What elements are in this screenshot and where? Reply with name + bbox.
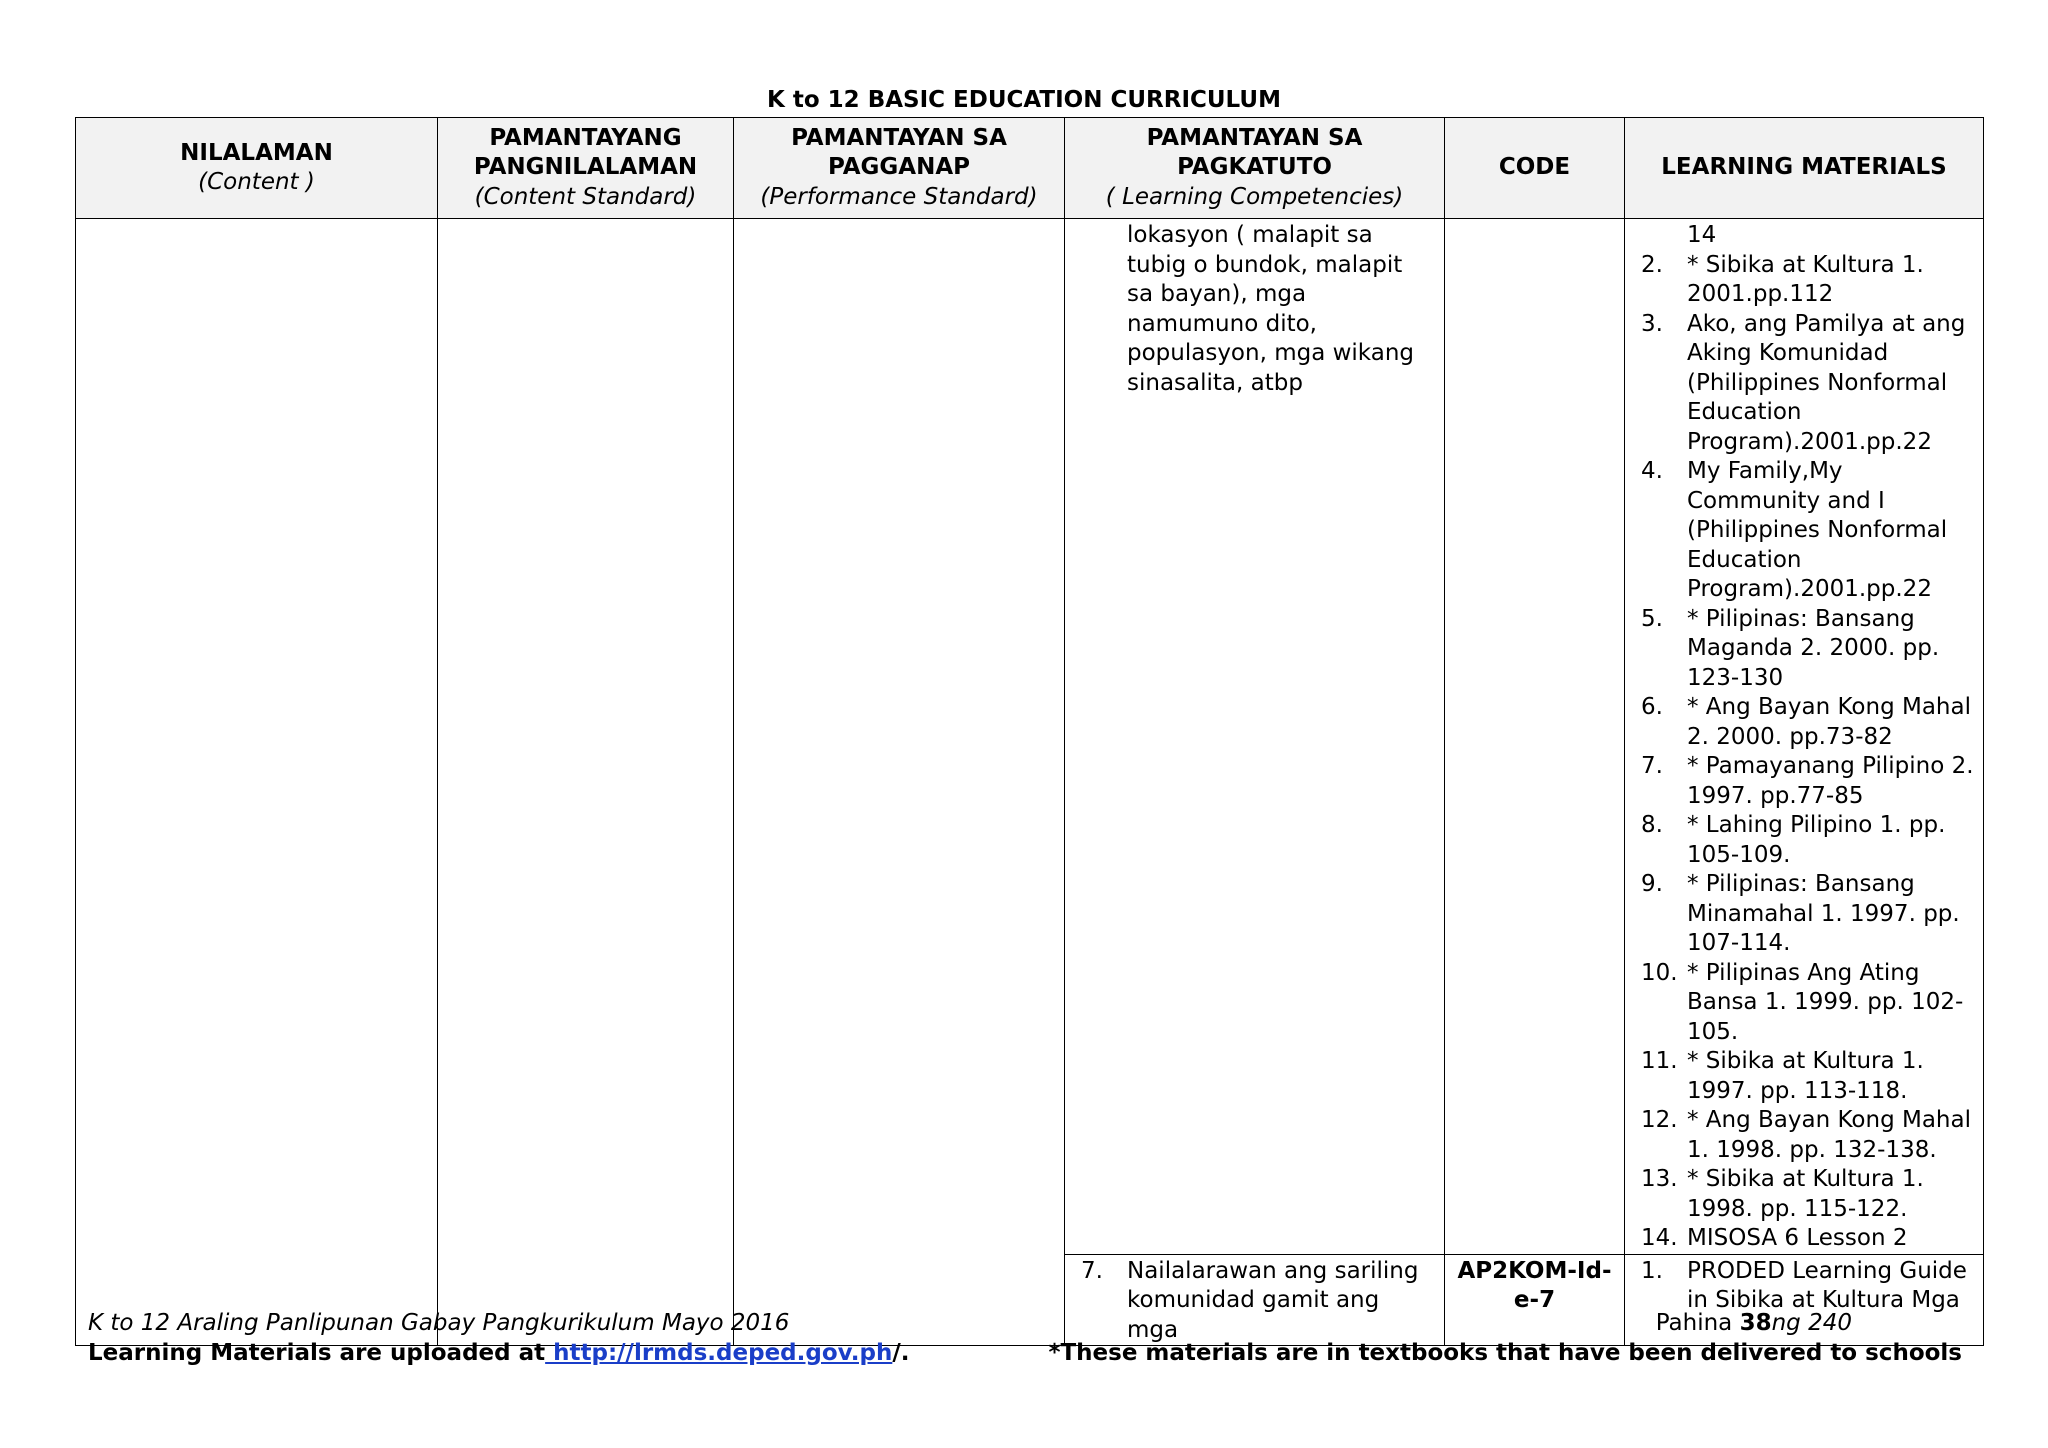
competency-cell (1065, 219, 1445, 1255)
table-row (76, 219, 1984, 1255)
list-item: 9. * Pilipinas: Bansang Minamahal 1. 1997. pp. 107-114. (1641, 871, 1960, 956)
competency-continuation: lokasyon ( malapit sa tubig o bundok, malapit sa bayan), mga namumuno dito, populasyon, mga wikang sinasalita, atbp (1127, 222, 1414, 396)
document-title: K to 12 BASIC EDUCATION CURRICULUM (767, 87, 1281, 113)
lrmds-link[interactable]: http://lrmds.deped.gov.ph (545, 1340, 893, 1366)
guide-label: K to 12 Araling Panlipunan Gabay Pangkurikulum Mayo 2016 (88, 1310, 790, 1336)
header-content-standard: PAMANTAYANG PANGNILALAMAN (Content Standard) (438, 118, 734, 219)
list-item: 1. PRODED Learning Guide in Sibika at Kultura Mga (1641, 1257, 1967, 1313)
header-learning-competencies: PAMANTAYAN SA PAGKATUTO ( Learning Competencies) (1065, 118, 1445, 219)
page-number: Pahina 38ng 240 (1655, 1310, 1852, 1336)
content-cell (76, 219, 438, 1346)
list-item: 13. * Sibika at Kultura 1. 1998. pp. 115-122. (1641, 1166, 1924, 1222)
list-item: 3. Ako, ang Pamilya at ang Aking Komunidad (Philippines Nonformal Education Program).2001.pp.22 (1641, 310, 1966, 455)
materials-continuation: 14 (1687, 222, 1717, 248)
header-content: NILALAMAN (Content ) (76, 118, 438, 219)
list-item: 12. * Ang Bayan Kong Mahal 1. 1998. pp. 132-138. (1641, 1107, 1971, 1163)
materials-cell (1625, 219, 1984, 1255)
materials-list (1625, 1255, 1983, 1316)
competency-code: AP2KOM-Id-e-7 (1457, 1257, 1612, 1313)
curriculum-table (75, 117, 1984, 1346)
list-item: 2. * Sibika at Kultura 1. 2001.pp.112 (1641, 251, 1924, 307)
textbook-note: *These materials are in textbooks that have been delivered to schools (1048, 1340, 1962, 1366)
content-standard-cell (438, 219, 734, 1346)
list-item: 4. My Family,My Community and I (Philippines Nonformal Education Program).2001.pp.22 (1641, 458, 1948, 602)
performance-standard-cell (734, 219, 1065, 1346)
footer-right (1048, 1308, 1962, 1368)
list-item: 14. MISOSA 6 Lesson 2 (1641, 1225, 1908, 1251)
code-cell (1445, 219, 1625, 1255)
list-item: 7. Nailalarawan ang sariling komunidad gamit ang mga (1081, 1257, 1419, 1343)
header-performance-standard: PAMANTAYAN SA PAGGANAP (Performance Standard) (734, 118, 1065, 219)
header-learning-materials: LEARNING MATERIALS (1625, 118, 1984, 219)
list-item: 6. * Ang Bayan Kong Mahal 2. 2000. pp.73-82 (1641, 694, 1971, 750)
header-code: CODE (1445, 118, 1625, 219)
upload-notice: Learning Materials are uploaded at http://lrmds.deped.gov.ph/. (88, 1340, 910, 1366)
list-item: 10. * Pilipinas Ang Ating Bansa 1. 1999. pp. 102-105. (1641, 959, 1964, 1045)
list-item: 5. * Pilipinas: Bansang Maganda 2. 2000. pp. 123-130 (1641, 605, 1940, 691)
list-item: 8. * Lahing Pilipino 1. pp. 105-109. (1641, 812, 1946, 868)
list-item: 7. * Pamayanang Pilipino 2. 1997. pp.77-85 (1641, 753, 1974, 809)
materials-list (1625, 251, 1983, 1254)
header-row (76, 118, 1984, 219)
footer-left (88, 1308, 909, 1368)
list-item: 11. * Sibika at Kultura 1. 1997. pp. 113-118. (1641, 1048, 1924, 1104)
